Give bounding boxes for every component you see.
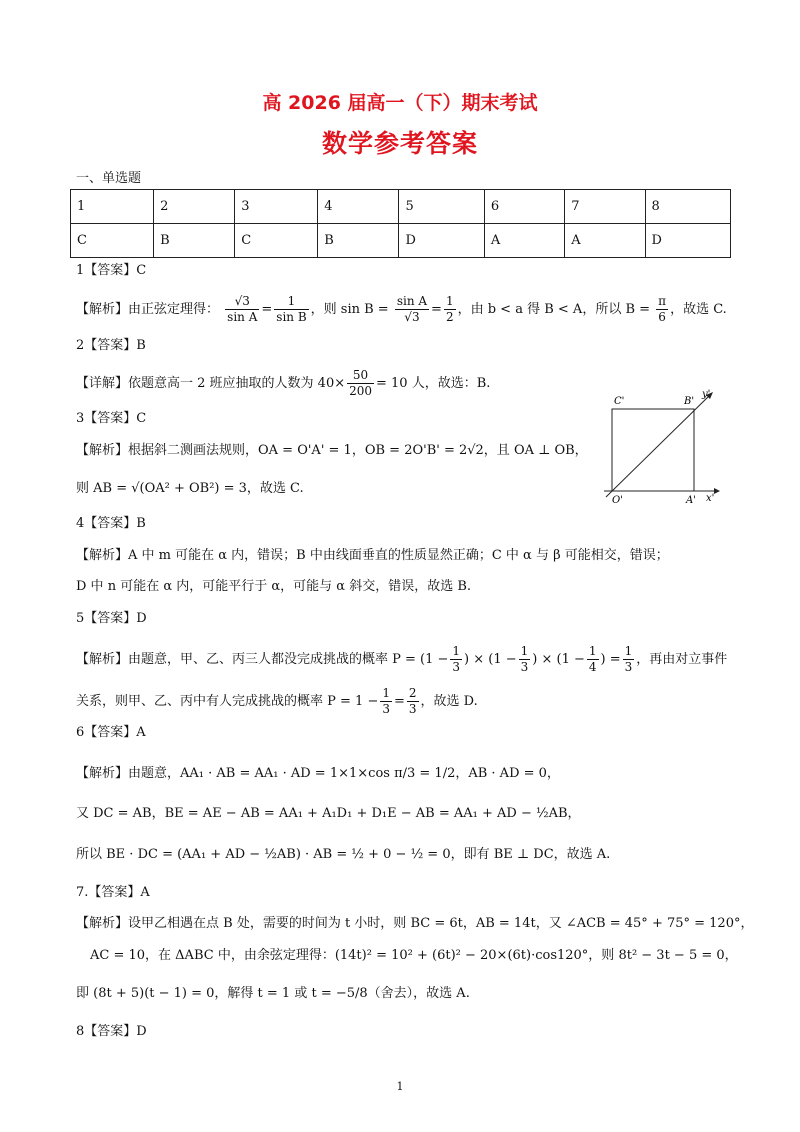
q4-explanation-2: D 中 n 可能在 α 内，可能平行于 α，可能与 α 斜交，错误，故选 B.	[76, 579, 472, 594]
q6-explanation-3: 所以 BE · DC = (AA₁ + AD − ½AB) · AB = ½ + 0 − ½ = 0，即有 BE ⊥ DC，故选 A.	[76, 847, 611, 862]
fraction: $\frac{1}{3}$	[382, 686, 390, 716]
table-cell: 7	[565, 190, 645, 224]
section-heading: 一、单选题	[76, 171, 142, 186]
q7-explanation-1: 【解析】设甲乙相遇在点 B 处，需要的时间为 t 小时，则 BC = 6t，AB = 14t，又 ∠ACB = 45° + 75° = 120°，	[76, 916, 754, 931]
q5-text: ，再由对立事件	[636, 652, 728, 667]
q5-text: =	[393, 694, 405, 709]
q1-text-d: ，故选 C.	[670, 302, 727, 317]
q2-text-a: 【详解】依题意高一 2 班应抽取的人数为 40×	[76, 376, 346, 391]
table-cell: 3	[235, 190, 318, 224]
q5-answer: 5【答案】D	[76, 611, 147, 626]
q7-explanation-2: AC = 10，在 ΔABC 中，由余弦定理得：(14t)² = 10² + (6t)² − 20×(6t)·cos120°，则 8t² − 3t − 5 = 0，	[90, 948, 738, 963]
q3-explanation-2: 则 AB = √(OA² + OB²) = 3，故选 C.	[76, 481, 304, 496]
q6-explanation-1: 【解析】由题意，AA₁ · AB = AA₁ · AD = 1×1×cos π/3 = 1/2，AB · AD = 0，	[76, 766, 560, 781]
label-o: O'	[612, 495, 623, 506]
table-cell: B	[154, 224, 235, 258]
answer-key-title: 数学参考答案	[321, 129, 478, 158]
q6-explanation-2: 又 DC = AB，BE = AE − AB = AA₁ + A₁D₁ + D₁E − AB = AA₁ + AD − ½AB，	[76, 806, 581, 821]
table-cell: 5	[399, 190, 484, 224]
q7-explanation-3: 即 (8t + 5)(t − 1) = 0，解得 t = 1 或 t = −5/8（舍去），故选 A.	[76, 986, 470, 1001]
table-cell: D	[399, 224, 484, 258]
q5-text: ) × (1 −	[464, 652, 517, 667]
q5-text: ，故选 D.	[420, 694, 478, 709]
q5-explanation-1	[76, 644, 727, 675]
answer-table	[70, 189, 731, 258]
q5-text: ) =	[600, 652, 621, 667]
q2-answer: 2【答案】B	[76, 338, 146, 353]
fraction: $\frac{\pi}{6}$	[658, 294, 667, 324]
q8-answer: 8【答案】D	[76, 1024, 147, 1039]
table-cell: A	[484, 224, 564, 258]
q1-explanation: 【解析】由正弦定理得： $\frac{√3}{\text{sin A}}$ = $\frac{1}{\text{sin B}}$ ，则 sin B = $\frac{\text{sin A}}{√3}$ = $\frac{1}{2}$ ，由 b < a 得 B < A，所以 B = $\frac{\pi}{6}$ ，故选 C.	[76, 294, 727, 324]
table-cell: 2	[154, 190, 235, 224]
q6-answer: 6【答案】A	[76, 725, 146, 740]
table-cell: 4	[318, 190, 399, 224]
fraction: $\frac{√3}{\text{sin A}}$	[227, 294, 258, 324]
q1-text-b: ，则 sin B =	[310, 302, 389, 317]
q1-text-c: ，由 b < a 得 B < A，所以 B =	[457, 302, 651, 317]
table-cell: C	[235, 224, 318, 258]
table-row-answers	[71, 224, 731, 258]
label-x: x'	[706, 493, 715, 504]
fraction: $\frac{1}{\text{sin B}}$	[276, 294, 307, 324]
fraction: $\frac{1}{3}$	[452, 644, 461, 674]
table-cell: C	[71, 224, 154, 258]
table-cell: 1	[71, 190, 154, 224]
q5-text: 关系，则甲、乙、丙中有人完成挑战的概率 P = 1 −	[76, 694, 379, 709]
fraction: $\frac{1}{3}$	[520, 644, 529, 674]
fraction: $\frac{1}{2}$	[445, 294, 454, 324]
q4-answer: 4【答案】B	[76, 516, 146, 531]
table-row-numbers	[71, 190, 731, 224]
q1-answer: 1【答案】C	[76, 263, 147, 278]
label-y: y'	[702, 389, 711, 400]
q4-explanation-1: 【解析】A 中 m 可能在 α 内，错误；B 中由线面垂直的性质显然正确；C 中 α 与 β 可能相交，错误；	[76, 548, 669, 563]
oblique-projection-figure	[602, 389, 720, 509]
fraction: $\frac{\text{sin A}}{√3}$	[396, 294, 428, 324]
fraction: $\frac{2}{3}$	[408, 686, 417, 716]
label-a: A'	[686, 495, 696, 506]
q5-explanation-2	[76, 686, 478, 717]
page-number: 1	[396, 1080, 404, 1093]
q2-text-b: = 10 人，故选：B.	[376, 376, 491, 391]
q5-text: 【解析】由题意，甲、乙、丙三人都没完成挑战的概率 P = (1 −	[76, 652, 449, 667]
table-cell: B	[318, 224, 399, 258]
fraction: $\frac{50}{200}$	[349, 368, 373, 398]
table-cell: 8	[645, 190, 731, 224]
table-cell: 6	[484, 190, 564, 224]
q3-explanation-1: 【解析】根据斜二测画法规则，OA = O'A' = 1，OB = 2O'B' = 2√2，且 OA ⊥ OB，	[76, 443, 588, 458]
label-c: C'	[614, 396, 625, 407]
exam-title: 高 2026 届高一（下）期末考试	[262, 92, 538, 114]
q7-answer: 7.【答案】A	[76, 885, 150, 900]
label-b: B'	[684, 396, 695, 407]
q5-text: ) × (1 −	[532, 652, 585, 667]
table-cell: D	[645, 224, 731, 258]
q2-explanation	[76, 368, 490, 399]
fraction: $\frac{1}{3}$	[624, 644, 633, 674]
x-arrow-icon	[714, 488, 720, 494]
fraction: $\frac{1}{4}$	[588, 644, 597, 674]
q1-text-a: 【解析】由正弦定理得：	[76, 302, 220, 317]
table-cell: A	[565, 224, 645, 258]
q3-answer: 3【答案】C	[76, 411, 147, 426]
